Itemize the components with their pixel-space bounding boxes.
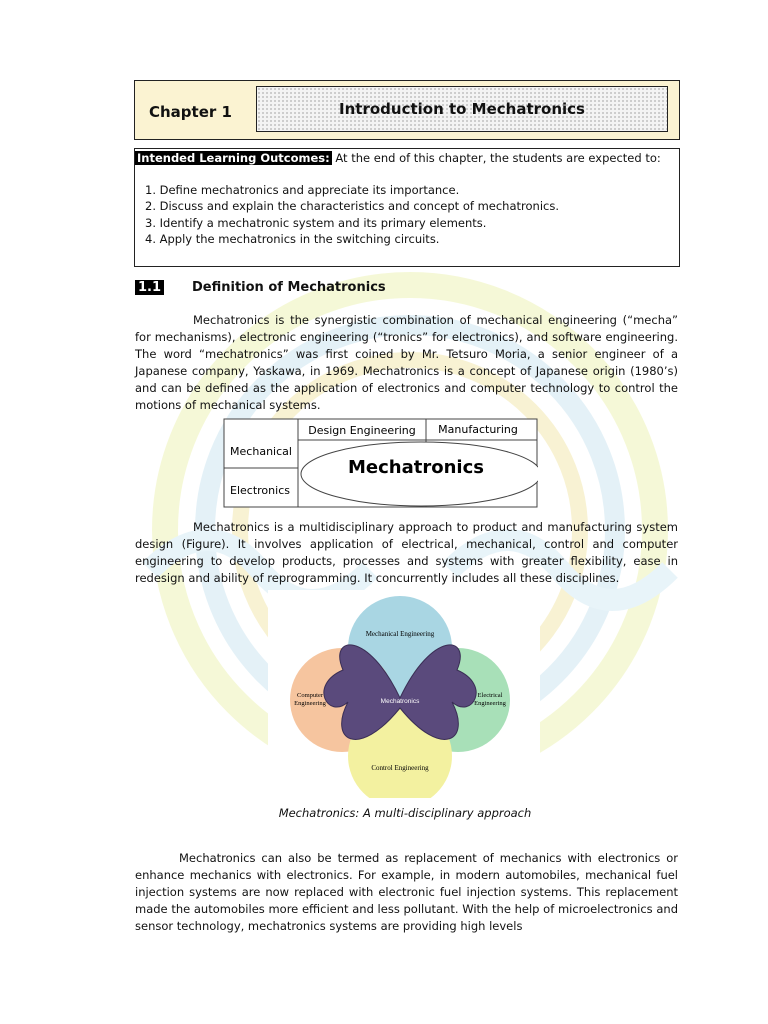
figure-caption: Mechatronics: A multi-disciplinary approach — [278, 806, 532, 820]
paragraph-1 — [135, 312, 678, 415]
paragraph-3 — [135, 850, 678, 935]
chapter-header — [134, 80, 680, 140]
learning-outcomes-box — [134, 148, 680, 267]
list-item: 1. Define mechatronics and appreciate its importance. — [145, 183, 460, 197]
venn-label-electrical-1: Electrical — [477, 692, 503, 699]
chapter-title-box — [256, 86, 668, 132]
table-col-design-engineering: Design Engineering — [308, 424, 416, 437]
venn-label-control: Control Engineering — [371, 764, 429, 772]
chapter-title: Introduction to Mechatronics — [339, 100, 585, 118]
list-item: 3. Identify a mechatronic system and its primary elements. — [145, 215, 487, 230]
paragraph-3-text: Mechatronics can also be termed as replacement of mechanics with electronics or enhance mechanics with electronics. For example, in modern automobiles, mechanical fuel injection systems are now replaced with electronic fuel injection systems. This replacement made the automobiles more efficient and less pollutant. With the help of microelectronics and sensor technology, mechatronics systems are providing high levels — [135, 851, 678, 934]
venn-label-computer-1: Computer — [297, 692, 323, 699]
mechatronics-table-figure — [223, 418, 538, 508]
list-item: 4. Apply the mechatronics in the switching circuits. — [145, 231, 440, 246]
table-center-mechatronics: Mechatronics — [348, 457, 484, 478]
learning-outcomes-tag: Intended Learning Outcomes: — [137, 151, 330, 165]
venn-label-mechanical: Mechanical Engineering — [365, 630, 435, 638]
venn-label-electrical-2: Engineering — [474, 700, 506, 707]
venn-label-computer-2: Engineering — [294, 700, 326, 707]
venn-label-center: Mechatronics — [380, 698, 420, 705]
chapter-label: Chapter 1 — [149, 103, 232, 121]
section-number: 1.1 — [135, 280, 164, 295]
learning-outcomes-heading — [135, 151, 661, 165]
section-title: Definition of Mechatronics — [192, 280, 386, 295]
learning-outcomes-list — [145, 182, 559, 247]
paragraph-2 — [135, 519, 678, 587]
learning-outcomes-intro: At the end of this chapter, the students are expected to: — [331, 151, 661, 165]
multidisciplinary-venn-diagram — [268, 590, 540, 798]
paragraph-2-text: Mechatronics is a multidisciplinary approach to product and manufacturing system design (Figure). It involves application of electrical, mechanical, control and computer engineering to develop products, processes and systems with greater flexibility, ease in redesign and ability of reprogramming. It concurrently includes all these disciplines. — [135, 520, 678, 586]
list-item: 2. Discuss and explain the characteristics and concept of mechatronics. — [145, 199, 559, 214]
paragraph-1-text: Mechatronics is the synergistic combination of mechanical engineering (“mecha” for mechanisms), electronic engineering (“tronics” for electronics), and software engineering. The word “mechatronics” was first coined by Mr. Tetsuro Moria, a senior engineer of a Japanese company, Yaskawa, in 1969. Mechatronics is a concept of Japanese origin (1980’s) and can be defined as the application of electronics and computer technology to control the motions of mechanical systems. — [135, 313, 678, 413]
table-row-electronics: Electronics — [230, 484, 290, 497]
table-col-manufacturing: Manufacturing — [438, 423, 518, 436]
table-row-mechanical: Mechanical — [230, 445, 292, 458]
